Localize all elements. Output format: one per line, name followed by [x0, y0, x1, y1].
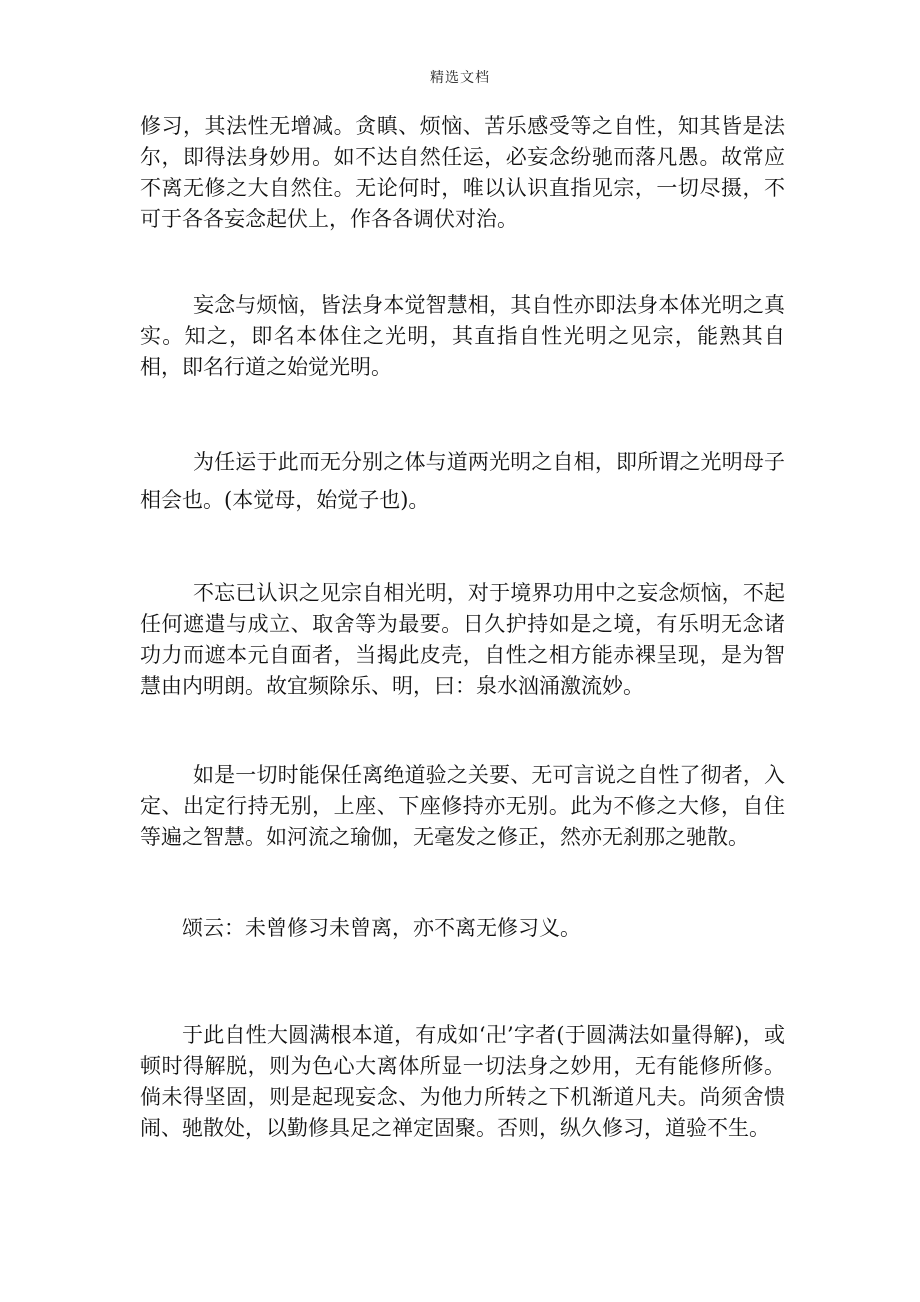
paragraph-6: 颂云：未曾修习未曾离，亦不离无修习义。 [182, 916, 581, 940]
paragraph-1: 修习，其法性无增减。贪瞋、烦恼、苦乐感受等之自性，知其皆是法尔，即得法身妙用。如不达自然任运，必妄念纷驰而落凡愚。故常应不离无修之大自然住。无论何时，唯以认识直指见宗，一切尽摄，不可于各各妄念起伏上，作各各调伏对治。 [140, 114, 785, 231]
paragraph-5: 如是一切时能保任离绝道验之关要、无可言说之自性了彻者，入定、出定行持无别，上座、下座修持亦无别。此为不修之大修，自住等遍之智慧。如河流之瑜伽，无毫发之修正，然亦无刹那之驰散。 [140, 763, 785, 849]
page-header: 精选文档 [430, 70, 490, 86]
paragraph-3: 为任运于此而无分别之体与道两光明之自相，即所谓之光明母子相会也。(本觉母，始觉子也)。 [140, 450, 785, 512]
paragraph-7: 于此自性大圆满根本道，有成如‘卍’字者(于圆满法如量得解)，或顿时得解脱，则为色心大离体所显一切法身之妙用，无有能修所修。倘未得坚固，则是起现妄念、为他力所转之下机渐道凡夫。尚须舍愦闹、驰散处，以勤修具足之禅定固聚。否则，纵久修习，道验不生。 [140, 1023, 785, 1140]
paragraph-2: 妄念与烦恼，皆法身本觉智慧相，其自性亦即法身本体光明之真实。知之，即名本体住之光明，其直指自性光明之见宗，能熟其自相，即名行道之始觉光明。 [140, 293, 785, 379]
paragraph-4: 不忘已认识之见宗自相光明，对于境界功用中之妄念烦恼，不起任何遮遣与成立、取舍等为最要。日久护持如是之境，有乐明无念诸功力而遮本元自面者，当揭此皮壳，自性之相方能赤裸呈现，是为智慧由内明朗。故宜频除乐、明，曰：泉水汹涌激流妙。 [140, 581, 785, 698]
